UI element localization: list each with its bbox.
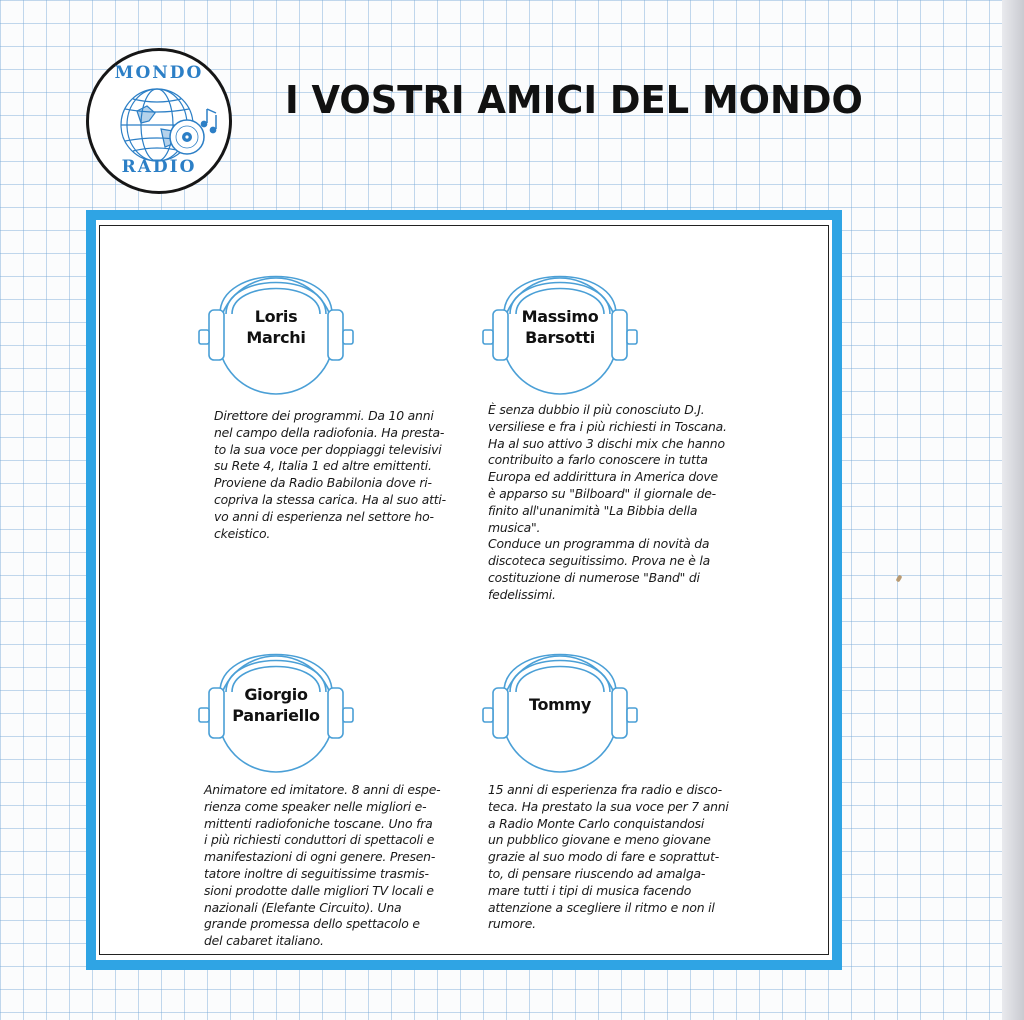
logo-bottom-word: RADIO [121,157,197,177]
host-bio: Animatore ed imitatore. 8 anni di espe- rienza come speaker nelle migliori e- mittenti radiofoniche toscane. Uno fra i più richiesti conduttori di spettacoli e manifestazioni di ogni genere. Presen- tatore inoltre di seguitissime trasmis- sioni prodotte dalle migliori TV locali e nazionali (Elefante Circuito). Una grande promessa dello spettacolo e del cabaret italiano. [204,782,441,949]
headphones-icon [480,248,640,398]
headphones-icon [196,248,356,398]
headphones-icon [480,626,640,776]
host-name: Tommy [528,695,592,714]
mondo-radio-logo [86,48,232,194]
host-name: Massimo Barsotti [521,307,599,347]
content-panel [96,220,832,960]
headphones-icon [196,626,356,776]
host-bio: 15 anni di esperienza fra radio e disco- teca. Ha prestato la sua voce per 7 anni a Radio Monte Carlo conquistandosi un pubblico giovane e meno giovane grazie al suo modo di fare e soprattut- to, di pensare riuscendo ad amalga- mare tutti i tipi di musica facendo attenzione a scegliere il ritmo e non il rumore. [488,782,729,932]
host-name: Giorgio Panariello [232,685,320,725]
host-name: Loris Marchi [246,307,306,347]
paper-mark [896,574,903,582]
page-title: I VOSTRI AMICI DEL MONDO [285,78,863,122]
host-bio: È senza dubbio il più conosciuto D.J. versiliese e fra i più richiesti in Toscana. Ha al suo attivo 3 dischi mix che hanno contribuito a farlo conoscere in tutta Europa ed addirittura in America dove è apparso su "Bilboard" il giornale de- finito all'unanimità "La Bibbia della musica". Conduce un programma di novità da discoteca seguitissimo. Prova ne è la costituzione di numerose "Band" di fedelissimi. [488,402,727,602]
logo-top-word: MONDO [114,63,204,83]
page-edge [1002,0,1024,1020]
host-bio: Direttore dei programmi. Da 10 anni nel campo della radiofonia. Ha presta- to la sua voce per doppiaggi televisivi su Rete 4, Italia 1 ed altre emittenti. Proviene da Radio Babilonia dove ri- copriva la stessa carica. Ha al suo atti- vo anni di esperienza nel settore ho- ckeistico. [214,408,446,541]
blue-frame [86,210,842,970]
